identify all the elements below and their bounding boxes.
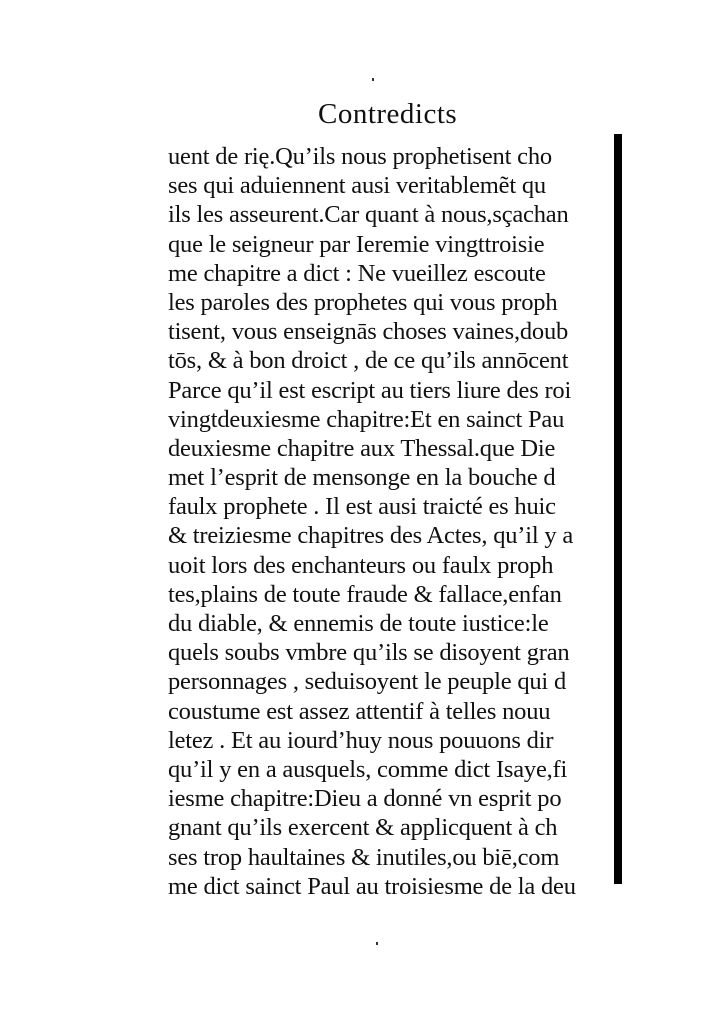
- text-line: deuxiesme chapitre aux Thessal.que Die: [168, 434, 556, 462]
- text-line: gnant qu’ils exercent & applicquent à ch: [168, 814, 558, 842]
- ink-speck-bottom: [376, 942, 378, 945]
- text-line: tisent, vous enseignās choses vaines,doub: [168, 318, 569, 346]
- text-line: du diable, & ennemis de toute iustice:le: [168, 610, 549, 637]
- text-line: quels soubs vmbre qu’ils se disoyent gran: [168, 639, 570, 667]
- text-line: letez . Et au iourd’huy nous pouuons dir: [168, 726, 554, 754]
- binding-gutter-shadow: [614, 134, 622, 884]
- text-line: coustume est assez attentif à telles nouu: [168, 697, 551, 725]
- text-line: tōs, & à bon droict , de ce qu’ils annōcent: [168, 347, 569, 375]
- text-line: ils les asseurent.Car quant à nous,sçachan: [168, 201, 569, 229]
- text-line: personnages , seduisoyent le peuple qui d: [168, 668, 567, 696]
- text-line: vingtdeuxiesme chapitre:Et en sainct Pau: [168, 405, 565, 433]
- text-line: Parce qu’il est escript au tiers liure des roi: [168, 376, 572, 404]
- text-line: qu’il y en a ausquels, comme dict Isaye,fi: [168, 755, 568, 783]
- text-line: que le seigneur par Ieremie vingttroisie: [168, 230, 545, 258]
- text-line: tes,plains de toute fraude & fallace,enfan: [168, 580, 562, 608]
- text-line: ses trop haultaines & inutiles,ou biē,com: [168, 843, 560, 871]
- body-text: [168, 142, 616, 900]
- text-line: ses qui aduiennent ausi veritablemẽt qu: [168, 172, 546, 200]
- text-line: me dict sainct Paul au troisiesme de la deu: [168, 872, 576, 900]
- ink-speck-top: [372, 78, 374, 81]
- text-line: les paroles des prophetes qui vous proph: [168, 288, 558, 316]
- running-head: Contredicts: [318, 98, 458, 130]
- text-line: & treiziesme chapitres des Actes, qu’il y a: [168, 522, 574, 550]
- text-line: met l’esprit de mensonge en la bouche d: [168, 464, 556, 492]
- text-line: uent de rię.Qu’ils nous prophetisent cho: [168, 143, 552, 170]
- text-line: iesme chapitre:Dieu a donné vn esprit po: [168, 785, 562, 813]
- text-line: me chapitre a dict : Ne vueillez escoute: [168, 259, 546, 287]
- text-line: faulx prophete . Il est ausi traicté es huic: [168, 493, 556, 521]
- text-line: uoit lors des enchanteurs ou faulx proph: [168, 551, 554, 579]
